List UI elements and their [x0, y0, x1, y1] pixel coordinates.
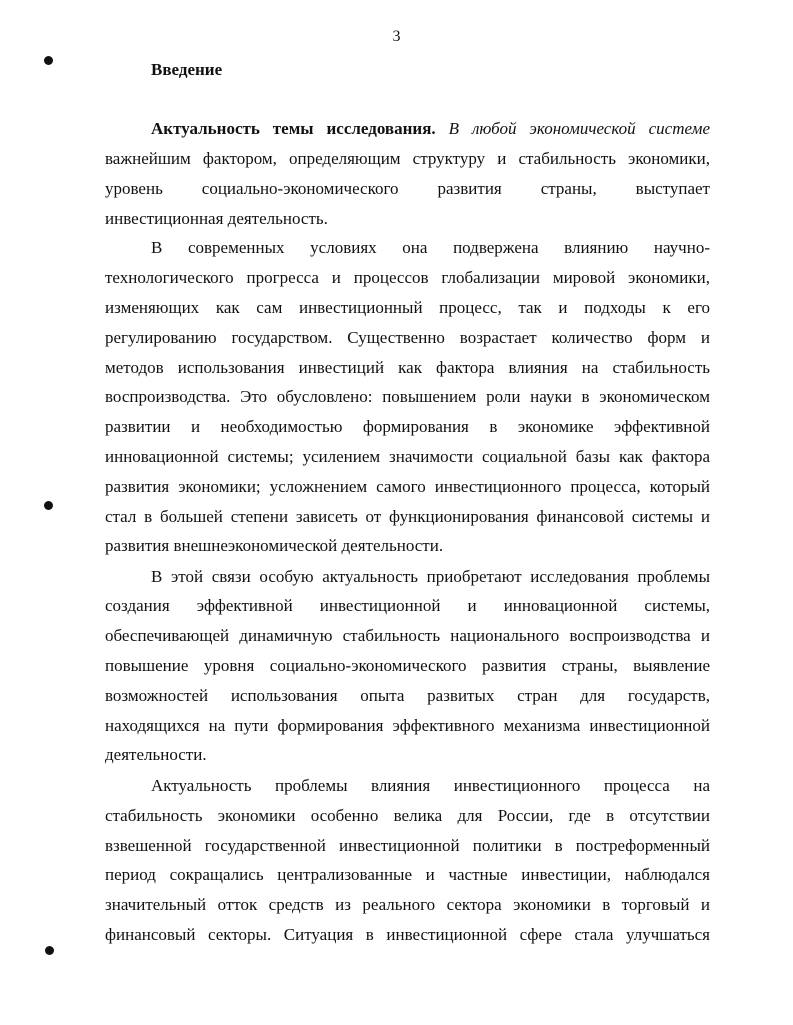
section-heading: Введение	[151, 60, 223, 79]
paragraph-3-line: деятельности.	[105, 745, 207, 764]
paragraph-4-line: стабильность экономики особенно велика для России, где в отсутствии	[105, 806, 710, 825]
paragraph-2-line: изменяющих как сам инвестиционный процесс, так и подходы к его	[105, 298, 710, 317]
punch-hole-mark	[45, 946, 54, 955]
paragraph-1-lead-bold: Актуальность темы исследования.	[151, 119, 436, 138]
paragraph-2-line: регулированию государством. Существенно возрастает количество форм и	[105, 328, 710, 347]
paragraph-2-line: развития внешнеэкономической деятельности.	[105, 536, 444, 555]
paragraph-2-line: развития экономики; усложнением самого инвестиционного процесса, который	[105, 477, 710, 496]
paragraph-4-line: период сокращались централизованные и частные инвестиции, наблюдался	[105, 865, 710, 884]
paragraph-2-line: стал в большей степени зависеть от функционирования финансовой системы и	[105, 507, 710, 526]
paragraph-3-line: В этой связи особую актуальность приобретают исследования проблемы	[151, 567, 710, 586]
paragraph-2-line: В современных условиях она подвержена влиянию научно-	[151, 238, 710, 257]
paragraph-1-line-1	[151, 118, 710, 140]
page-number: 3	[392, 28, 401, 45]
paragraph-2-line: технологического прогресса и процессов глобализации мировой экономики,	[105, 268, 710, 287]
paragraph-1-line: инвестиционная деятельность.	[105, 209, 328, 228]
punch-hole-mark	[44, 501, 53, 510]
paragraph-3-line: создания эффективной инвестиционной и инновационной системы,	[105, 596, 710, 615]
paragraph-4-line: взвешенной государственной инвестиционной политики в постреформенный	[105, 836, 710, 855]
paragraph-3-line: находящихся на пути формирования эффективного механизма инвестиционной	[105, 716, 710, 735]
paragraph-4-line: Актуальность проблемы влияния инвестиционного процесса на	[151, 776, 710, 795]
paragraph-2-line: воспроизводства. Это обусловлено: повышением роли науки в экономическом	[105, 387, 710, 406]
paragraph-3-line: повышение уровня социально-экономического развития страны, выявление	[105, 656, 710, 675]
punch-hole-mark	[44, 56, 53, 65]
paragraph-1-line: уровень социально-экономического развития страны, выступает	[105, 179, 710, 198]
paragraph-1-lead-italic: В любой экономической системе	[435, 119, 710, 138]
paragraph-3-line: возможностей использования опыта развитых стран для государств,	[105, 686, 710, 705]
paragraph-1-line: важнейшим фактором, определяющим структуру и стабильность экономики,	[105, 149, 710, 168]
paragraph-2-line: методов использования инвестиций как фактора влияния на стабильность	[105, 358, 710, 377]
paragraph-3-line: обеспечивающей динамичную стабильность национального воспроизводства и	[105, 626, 710, 645]
paragraph-4-line: финансовый секторы. Ситуация в инвестиционной сфере стала улучшаться	[105, 925, 710, 944]
paragraph-2-line: развитии и необходимостью формирования в экономике эффективной	[105, 417, 710, 436]
paragraph-4-line: значительный отток средств из реального сектора экономики в торговый и	[105, 895, 710, 914]
paragraph-2-line: инновационной системы; усилением значимости социальной базы как фактора	[105, 447, 710, 466]
